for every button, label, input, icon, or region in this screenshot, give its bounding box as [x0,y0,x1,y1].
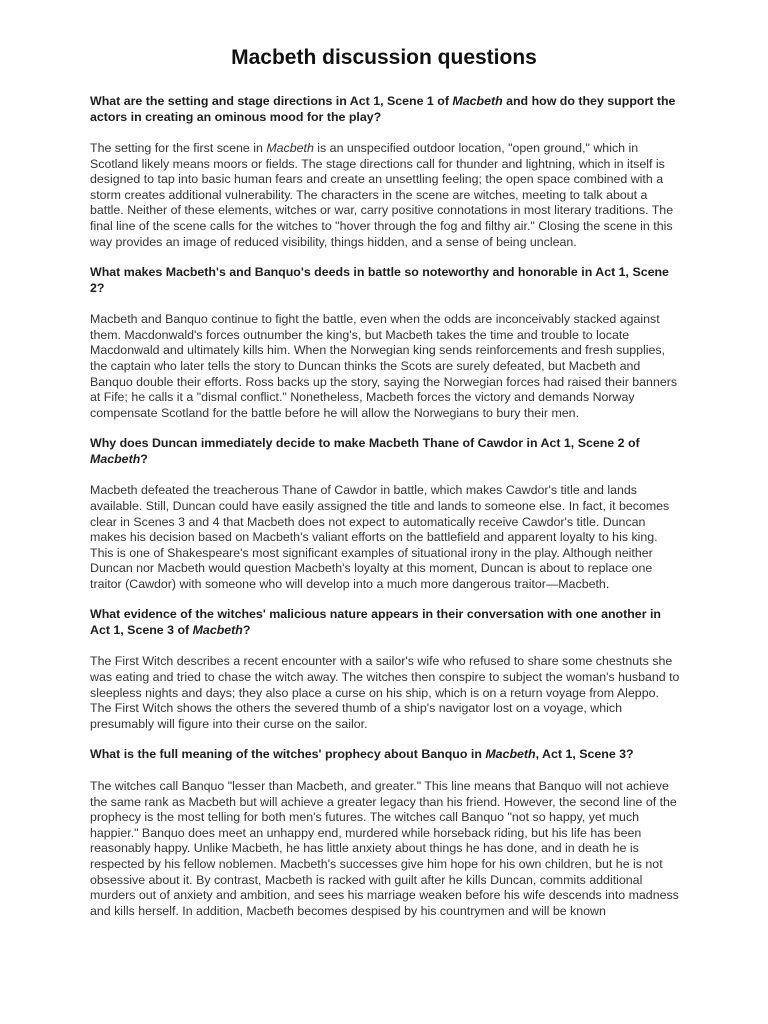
answer-2: Macbeth and Banquo continue to fight the battle, even when the odds are inconceivably stacked against them. Macdonwald's forces outnumber the king's, but Macbeth takes the time and trouble to locate Macdonwald and ultimately kills him. When the Norwegian king sends reinforcements and fresh supplies, the captain who later tells the story to Duncan thinks the Scots are surely defeated, but Macbeth and Banquo double their efforts. Ross backs up the story, saying the Norwegian forces had raised their banners at Fife; he calls it a "dismal conflict." Nonetheless, Macbeth forces the victory and demands Norway compensate Scotland for the battle before he will allow the Norwegians to bury their men. [90,312,678,420]
question-3 [90,436,680,467]
qa-section-4 [90,607,680,732]
question-3-text: Why does Duncan immediately decide to make Macbeth Thane of Cawdor in Act 1, Scene 2 of [90,436,640,451]
qa-section-1 [90,94,680,250]
question-3-text-end: ? [140,451,148,466]
qa-section-2 [90,265,680,421]
question-4-title: Macbeth [192,622,243,637]
question-1 [90,94,680,125]
question-1-title: Macbeth [452,94,503,108]
question-3-title: Macbeth [90,451,141,466]
answer-3: Macbeth defeated the treacherous Thane of Cawdor in battle, which makes Cawdor's title and lands available. Still, Duncan could have easily assigned the title and lands to someone else. In fact, it becomes clear in Scenes 3 and 4 that Macbeth does not expect to automatically receive Cawdor's title. Duncan makes his decision based on Macbeth's valiant efforts on the battlefield and apparent loyalty to his king. This is one of Shakespeare's most significant examples of situational irony in the play. Although neither Duncan nor Macbeth would question Macbeth's loyalty at this moment, Duncan is about to replace one traitor (Cawdor) with someone who will develop into a much more dangerous traitor—Macbeth. [90,483,670,591]
answer-4: The First Witch describes a recent encounter with a sailor's wife who refused to share some chestnuts she was eating and tried to chase the witch away. The witches then conspire to subject the woman's husband to sleepless nights and days; they also place a curse on his ship, which is on a return voyage from Aleppo. The First Witch shows the others the severed thumb of a ship's navigator lost on a voyage, which presumably will figure into their curse on the sailor. [90,654,680,731]
question-1-text-end: and how do they support the actors in creating an ominous mood for the play? [90,94,676,124]
answer-1-text-end: is an unspecified outdoor location, "open ground," which in Scotland likely means moors or fields. The stage directions call for thunder and lightning, which in itself is designed to tap into basic human fears and create an unsettling feeling; the open space combined with a storm creates additional vulnerability. The characters in the scene are witches, meeting to talk about a battle. Neither of these elements, witches or war, carry positive connotations in most literary traditions. The final line of the scene calls for the witches to "hover through the fog and filthy air." Closing the scene in this way provides an image of reduced visibility, things hidden, and a sense of being unclean. [90,141,674,249]
question-5 [90,747,680,763]
question-4 [90,607,680,638]
answer-1-title: Macbeth [266,141,314,155]
question-1-text: What are the setting and stage directions in Act 1, Scene 1 of [90,94,453,108]
answer-1 [90,141,680,250]
answer-1-text: The setting for the first scene in [90,141,267,155]
question-4-text-end: ? [242,622,251,637]
qa-section-3 [90,436,680,592]
answer-5: The witches call Banquo "lesser than Macbeth, and greater." This line means that Banquo will not achieve the same rank as Macbeth but will achieve a greater legacy than his friend. However, the second line of the prophecy is the most telling for both men's futures. The witches call Banquo "not so happy, yet much happier." Banquo does meet an unhappy end, murdered while horseback riding, but his life has been reasonably happy. Unlike Macbeth, he has little anxiety about things he has done, and in death he is respected by his fellow noblemen. Macbeth's successes give him hope for his own children, but he is not obsessive about it. By contrast, Macbeth is racked with guilt after he kills Duncan, commits additional murders out of anxiety and ambition, and sees his marriage weaken before his wife descends into madness and kills herself. In addition, Macbeth becomes despised by his countrymen and will be known [90,778,679,918]
question-5-text-end: , Act 1, Scene 3? [535,747,634,762]
qa-section-5 [90,747,680,919]
page-title: Macbeth discussion questions [231,46,537,69]
question-5-text: What is the full meaning of the witches' prophecy about Banquo in [90,747,486,762]
question-2: What makes Macbeth's and Banquo's deeds in battle so noteworthy and honorable in Act 1, Scene 2? [90,265,669,295]
question-5-title: Macbeth [485,747,536,762]
question-4-text: What evidence of the witches' malicious nature appears in their conversation with one another in Act 1, Scene 3 of [90,607,661,637]
document-body [90,94,680,934]
